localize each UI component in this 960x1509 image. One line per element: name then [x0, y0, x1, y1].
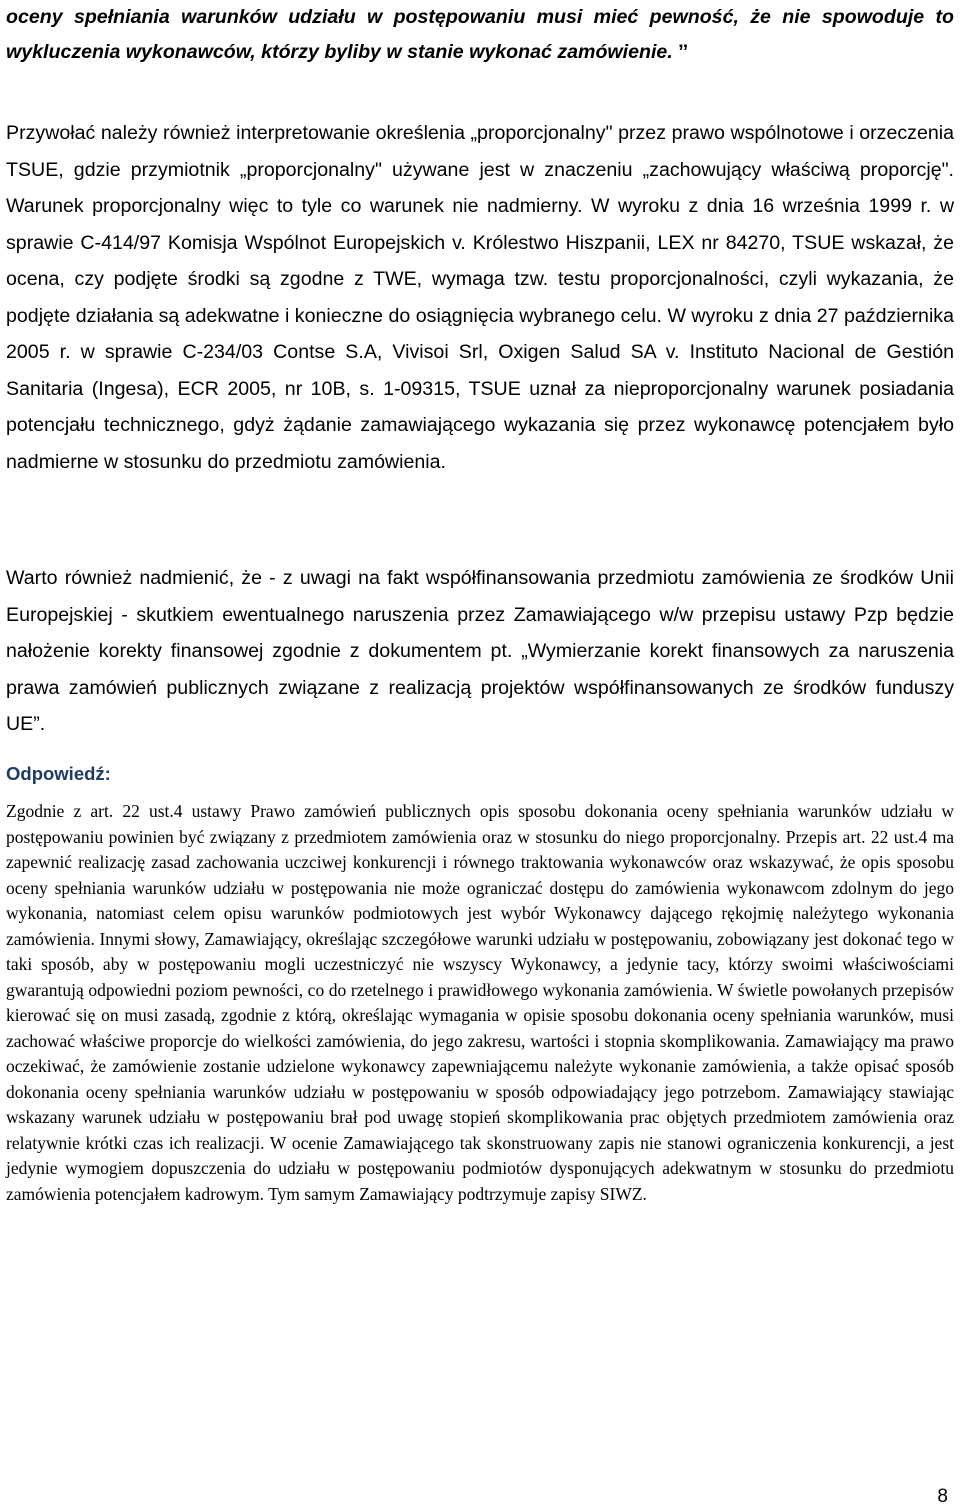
proportionality-paragraph: Przywołać należy również interpretowanie określenia „proporcjonalny" przez prawo wspólnotowe i orzeczenia TSUE, gdzie przymiotnik „proporcjonalny" używane jest w znaczeniu „zachowujący właściwą proporcję". Warunek proporcjonalny więc to tyle co warunek nie nadmierny. W wyroku z dnia 16 września 1999 r. w sprawie C-414/97 Komisja Wspólnot Europejskich v. Królestwo Hiszpanii, LEX nr 84270, TSUE wskazał, że ocena, czy podjęte środki są zgodne z TWE, wymaga tzw. testu proporcjonalności, czyli wykazania, że podjęte działania są adekwatne i konieczne do osiągnięcia wybranego celu. W wyroku z dnia 27 października 2005 r. w sprawie C-234/03 Contse S.A, Vivisoi Srl, Oxigen Salud SA v. Instituto Nacional de Gestión Sanitaria (Ingesa), ECR 2005, nr 10B, s. 1-09315, TSUE uznał za nieproporcjonalny warunek posiadania potencjału technicznego, gdyż żądanie zamawiającego wykazania się przez wykonawcę potencjałem było nadmierne w stosunku do przedmiotu zamówienia. [6, 122, 954, 473]
page-number: 8 [937, 1486, 948, 1507]
lead-paragraph: oceny spełniania warunków udziału w postępowaniu musi mieć pewność, że nie spowoduje to wykluczenia wykonawców, którzy byliby w stanie wykonać zamówienie. ˮ [6, 6, 954, 63]
answer-paragraph: Zgodnie z art. 22 ust.4 ustawy Prawo zamówień publicznych opis sposobu dokonania oceny spełniania warunków udziału w postępowaniu powinien być związany z przedmiotem zamówienia oraz w stosunku do niego proporcjonalny. Przepis art. 22 ust.4 ma zapewnić realizację zasad zachowania uczciwej konkurencji i równego traktowania wykonawców oraz wskazywać, że opis sposobu oceny spełniania warunków udziału w postępowania nie może ograniczać dostępu do zamówienia wykonawcom zdolnym do jego wykonania, natomiast celem opisu warunków podmiotowych jest wybór Wykonawcy dającego rękojmię należytego wykonania zamówienia. Innymi słowy, Zamawiający, określając szczegółowe warunki udziału w postępowaniu, zobowiązany jest dokonać tego w taki sposób, aby w postępowaniu mogli uczestniczyć nie wszyscy Wykonawcy, a jedynie tacy, którzy swoimi właściwościami gwarantują odpowiedni poziom pewności, co do rzetelnego i prawidłowego wykonania zamówienia. W świetle powołanych przepisów kierować się on musi zasadą, zgodnie z którą, określając wymagania w opisie sposobu dokonania oceny spełniania warunków, musi zachować właściwe proporcje do wielkości zamówienia, do jego zakresu, wartości i stopnia skomplikowania. Zamawiający ma prawo oczekiwać, że zamówienie zostanie udzielone wykonawcy zapewniającemu należyte wykonanie zamówienia, a także opisać sposób dokonania oceny spełniania warunków udziału w postępowaniu w sposób odpowiadający jego potrzebom. Zamawiający stawiając wskazany warunek udziału w postępowaniu brał pod uwagę stopień skomplikowania prac objętych przedmiotem zamówienia oraz relatywnie krótki czas ich realizacji. W ocenie Zamawiającego tak skonstruowany zapis nie stanowi ograniczenia konkurencji, a jest jedynie wymogiem dopuszczenia do udziału w postępowaniu podmiotów dysponujących adekwatnym w stosunku do przedmiotu zamówienia potencjałem kadrowym. Tym samym Zamawiający podtrzymuje zapisy SIWZ. [6, 801, 954, 1204]
answer-heading: Odpowiedź: [6, 763, 111, 784]
financial-correction-paragraph: Warto również nadmienić, że - z uwagi na fakt współfinansowania przedmiotu zamówienia ze środków Unii Europejskiej - skutkiem ewentualnego naruszenia przez Zamawiającego w/w przepisu ustawy Pzp będzie nałożenie korekty finansowej zgodnie z dokumentem pt. „Wymierzanie korekt finansowych za naruszenia prawa zamówień publicznych związane z realizacją projektów współfinansowanych ze środków funduszy UE”. [6, 567, 954, 735]
